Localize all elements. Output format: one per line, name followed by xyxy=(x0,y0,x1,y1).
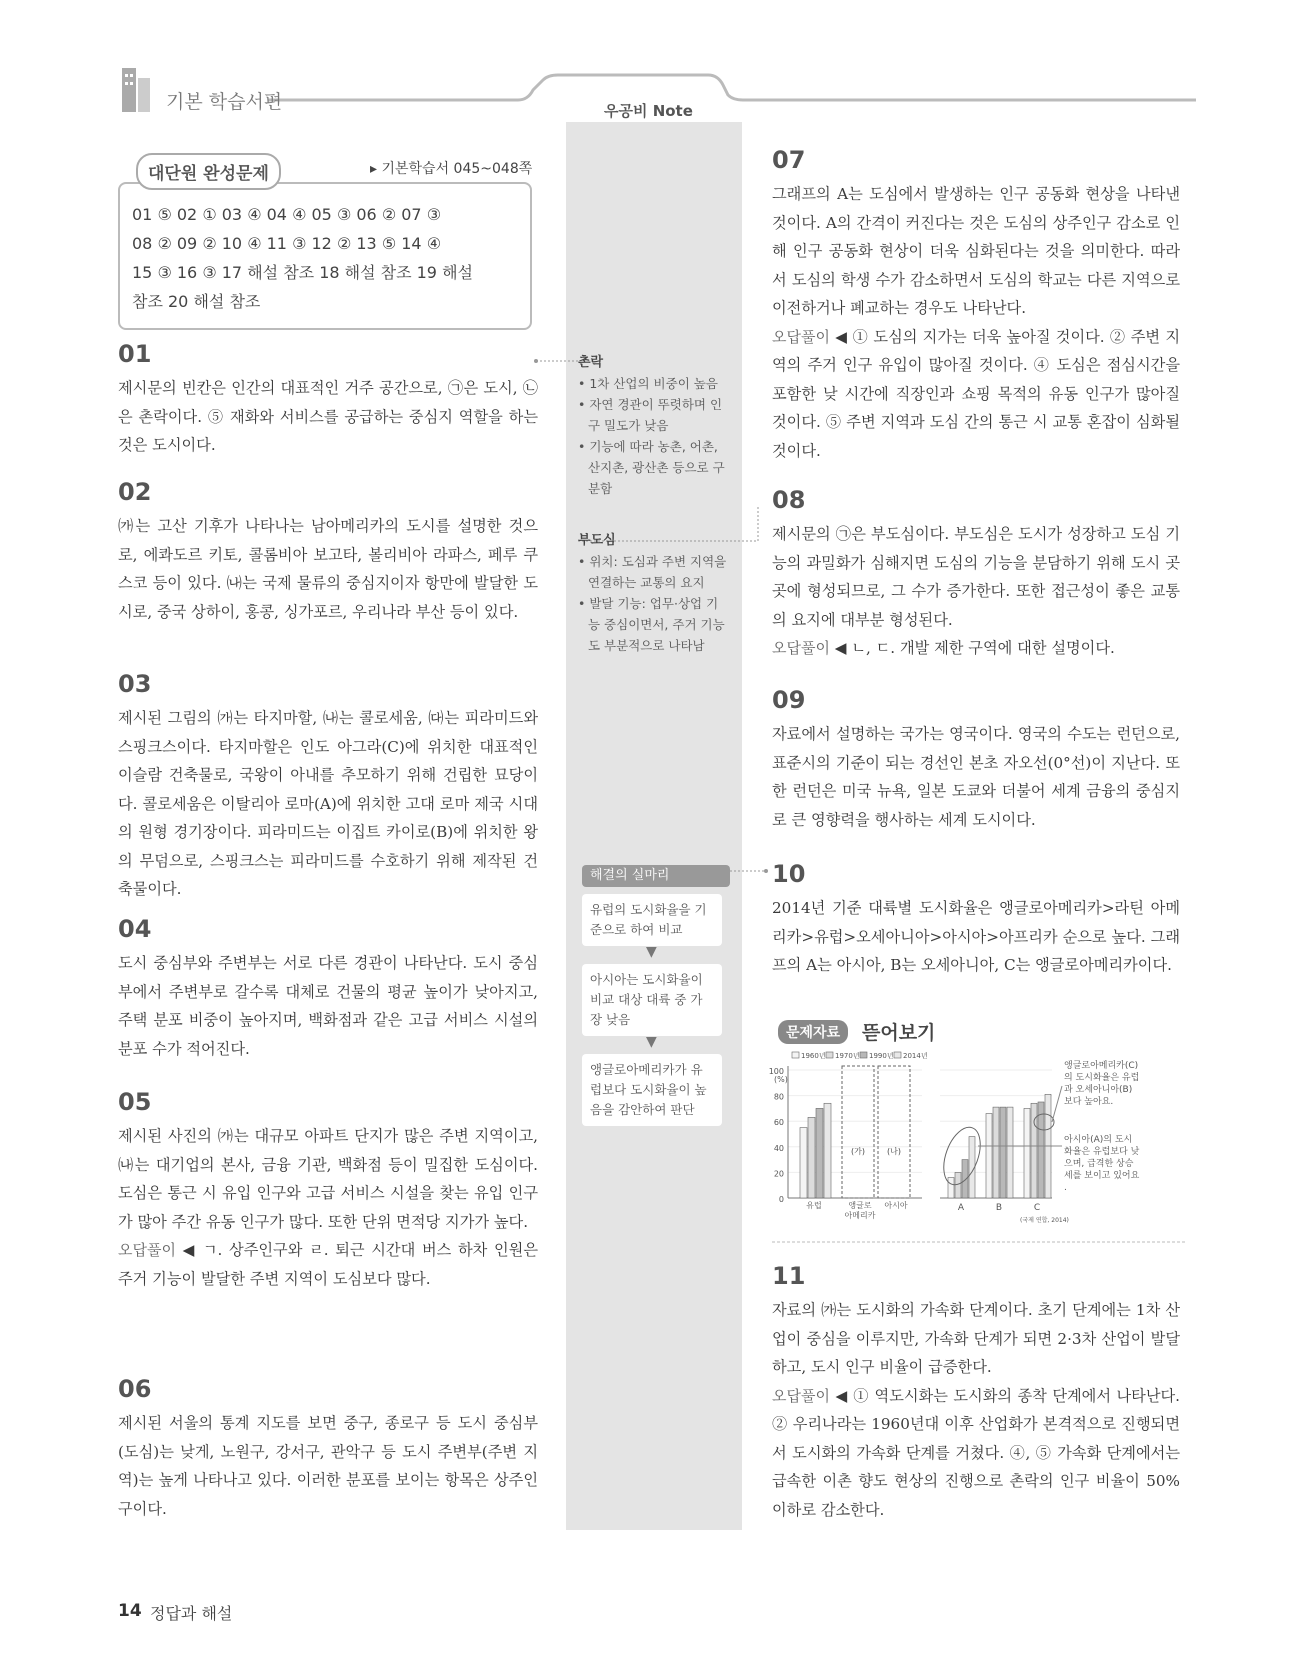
hint-step: 아시아는 도시화율이 비교 대상 대륙 중 가장 낮음 xyxy=(582,964,722,1036)
hint-step: 유럽의 도시화율을 기준으로 하여 비교 xyxy=(582,894,722,946)
question-text: 제시된 사진의 ㈎는 대규모 아파트 단지가 많은 주변 지역이고, ㈏는 대기업의 본사, 금융 기관, 백화점 등이 밀집한 도심이다. 도심은 통근 시 유입 인구와 고급 서비스 시설을 찾는 유입 인구가 많아 주간 유동 인구가 많다. 또한 단위 면적당 지가가 높다. xyxy=(118,1127,538,1231)
question-06 xyxy=(118,1375,538,1523)
wrong-answer-text: ㄱ. 상주인구와 ㄹ. 퇴근 시간대 버스 하차 인원은 주거 기능이 발달한 주변 지역이 도심보다 많다. xyxy=(118,1241,538,1288)
hidden-data-box xyxy=(878,1066,910,1198)
y-tick-label: 40 xyxy=(773,1143,784,1153)
question-number: 01 xyxy=(118,340,152,368)
question-number: 11 xyxy=(772,1262,806,1290)
question-07: 07 그래프의 A는 도심에서 발생하는 인구 공동화 현상을 나타낸 것이다. A의 간격이 커진다는 것은 도심의 상주인구 감소로 인해 인구 공동화 현상이 더욱 심화된다는 것을 의미한다. 따라서 도심의 학생 수가 감소하면서 도심의 학교는 다른 지역으로 이전하거나 폐교하는 경우도 나타난다. 오답풀이 ◀ ① 도심의 지가는 더욱 높아질 것이다. ② 주변 지역의 주거 인구 유입이 많아질 것이다. ④ 도심은 점심시간을 포함한 낮 시간에 직장인과 쇼핑 목적의 유동 인구가 많아질 것이다. ⑤ 주변 지역과 도심 간의 통근 시 교통 혼잡이 심화될 것이다. xyxy=(772,146,1180,460)
side-note-subcenter: 부도심 • 위치: 도심과 주변 지역을 연결하는 교통의 요지 • 발달 기능: 업무·상업 기능 중심이면서, 주거 기능도 부분적으로 나타남 xyxy=(578,530,728,656)
chart-annotation: 세를 보이고 있어요 xyxy=(1064,1171,1140,1181)
question-number: 04 xyxy=(118,915,152,943)
footer-label: 정답과 해설 xyxy=(150,1604,233,1623)
hidden-label: (나) xyxy=(887,1147,901,1156)
source-label: (국제 연합, 2014) xyxy=(1020,1217,1069,1224)
legend-swatch xyxy=(860,1052,867,1058)
bar xyxy=(1007,1107,1013,1198)
question-number: 03 xyxy=(118,670,152,698)
x-tick-label: 아메리카 xyxy=(844,1211,876,1220)
chart-section-title: 뜯어보기 xyxy=(862,1022,936,1044)
bar xyxy=(993,1107,999,1198)
question-text: 제시문의 ㉠은 부도심이다. 부도심은 도시가 성장하고 도심 기능의 과밀화가 심해지면 도심의 기능을 분담하기 위해 도시 곳곳에 형성되므로, 그 수가 증가한다. 또한 접근성이 좋은 교통의 요지에 대부분 형성된다. xyxy=(772,525,1180,629)
question-text: ㈎는 고산 기후가 나타나는 남아메리카의 도시를 설명한 것으로, 에콰도르 키토, 콜롬비아 보고타, 볼리비아 라파스, 페루 쿠스코 등이 있다. ㈏는 국제 물류의 중심지이자 항만에 발달한 도시로, 중국 상하이, 홍콩, 싱가포르, 우리나라 부산 등이 있다. xyxy=(118,517,538,621)
answer-row: 15 ③ 16 ③ 17 해설 참조 18 해설 참조 19 해설 xyxy=(132,263,473,282)
bar xyxy=(1038,1102,1044,1198)
legend-label: 1990년 xyxy=(869,1052,894,1060)
legend-label: 1970년 xyxy=(835,1052,860,1060)
reference-text: 기본학습서 045~048쪽 xyxy=(381,161,533,177)
chart-annotation: 보다 높아요. xyxy=(1064,1097,1114,1107)
legend-swatch xyxy=(894,1052,901,1058)
question-03 xyxy=(118,670,538,904)
y-tick-label: 20 xyxy=(773,1169,784,1179)
side-note-title: 촌락 xyxy=(578,355,604,370)
y-tick-label: 100 xyxy=(768,1067,784,1076)
side-note-item: 발달 기능: 업무·상업 기능 중심이면서, 주거 기능도 부분적으로 나타남 xyxy=(588,596,725,653)
wrong-answer-text: ① 역도시화는 도시화의 종착 단계에서 나타난다. ② 우리나라는 1960년대 이후 산업화가 본격적으로 진행되면서 도시화의 가속화 단계를 거쳤다. ④, ⑤ 가속화 단계에서는 급속한 이촌 향도 현상의 진행으로 촌락의 인구 비율이 50% 이하로 감소한다. xyxy=(772,1386,1180,1519)
answer-badge: 대단원 완성문제 xyxy=(136,153,281,190)
section-title: 기본 학습서편 xyxy=(166,91,283,113)
question-number: 02 xyxy=(118,478,152,506)
page-number: 14 xyxy=(118,1601,142,1621)
question-text: 제시된 그림의 ㈎는 타지마할, ㈏는 콜로세움, ㈐는 피라미드와 스핑크스이다. 타지마할은 인도 아그라(C)에 위치한 대표적인 이슬람 건축물로, 국왕이 아내를 추모하기 위해 건립한 묘당이다. 콜로세움은 이탈리아 로마(A)에 위치한 고대 로마 제국 시대의 원형 경기장이다. 피라미드는 이집트 카이로(B)에 위치한 왕의 무덤으로, 스핑크스는 피라미드를 수호하기 위해 제작된 건축물이다. xyxy=(118,709,538,898)
bar xyxy=(1000,1107,1006,1198)
question-number: 08 xyxy=(772,486,806,514)
answer-row: 01 ⑤ 02 ① 03 ④ 04 ④ 05 ③ 06 ② 07 ③ xyxy=(132,205,442,224)
chart-section-label: 문제자료 xyxy=(778,1020,848,1044)
bar xyxy=(816,1108,823,1198)
reference-link: ▸ 기본학습서 045~048쪽 xyxy=(370,161,533,177)
bar xyxy=(808,1117,815,1198)
question-text: 그래프의 A는 도심에서 발생하는 인구 공동화 현상을 나타낸 것이다. A의 간격이 커진다는 것은 도심의 상주인구 감소로 인해 인구 공동화 현상이 더욱 심화된다는 것을 의미한다. 따라서 도심의 학생 수가 감소하면서 도심의 학교는 다른 지역으로 이전하거나 폐교하는 경우도 나타난다. xyxy=(772,185,1180,317)
bar xyxy=(824,1103,831,1198)
answer-row: 참조 20 해설 참조 xyxy=(132,292,261,311)
hint-title: 해결의 실마리 xyxy=(582,865,730,887)
question-number: 09 xyxy=(772,686,806,714)
question-11: 11 자료의 ㈎는 도시화의 가속화 단계이다. 초기 단계에는 1차 산업이 중심을 이루지만, 가속화 단계가 되면 2·3차 산업이 발달하고, 도시 인구 비율이 급증한다. 오답풀이 ◀ ① 역도시화는 도시화의 종착 단계에서 나타난다. ② 우리나라는 1960년대 이후 산업화가 본격적으로 진행되면서 도시화의 가속화 단계를 거쳤다. ④, ⑤ 가속화 단계에서는 급속한 이촌 향도 현상의 진행으로 촌락의 인구 비율이 50% 이하로 감소한다. xyxy=(772,1262,1180,1519)
chart-annotation: 앵글로아메리카(C) xyxy=(1064,1061,1139,1071)
question-text: 도시 중심부와 주변부는 서로 다른 경관이 나타난다. 도시 중심부에서 주변부로 갈수록 대체로 건물의 평균 높이가 낮아지고, 주택 분포 비중이 높아지며, 백화점과 같은 고급 서비스 시설의 분포 수가 적어진다. xyxy=(118,954,538,1058)
question-number: 10 xyxy=(772,860,806,888)
bar xyxy=(986,1114,992,1198)
question-text: 2014년 기준 대륙별 도시화율은 앵글로아메리카>라틴 아메리카>유럽>오세아니아>아시아>아프리카 순으로 높다. 그래프의 A는 아시아, B는 오세아니아, C는 앵글로아메리카이다. xyxy=(772,899,1180,974)
y-tick-label: 0 xyxy=(778,1195,784,1204)
question-04 xyxy=(118,915,538,1063)
question-09 xyxy=(772,686,1180,834)
bar xyxy=(948,1178,954,1198)
down-arrow-icon: ▼ xyxy=(646,1034,657,1050)
legend-label: 2014년 xyxy=(903,1052,928,1060)
y-tick-label: 80 xyxy=(773,1092,784,1102)
chart-annotation: 아시아(A)의 도시 xyxy=(1064,1135,1133,1145)
side-note-item: 1차 산업의 비중이 높음 xyxy=(589,376,718,391)
urbanization-chart xyxy=(768,1046,1186,1246)
side-note-item: 기능에 따라 농촌, 어촌, 산지촌, 광산촌 등으로 구분함 xyxy=(588,439,725,496)
note-tab-label: 우공비 Note xyxy=(604,102,693,120)
x-tick-label: C xyxy=(1033,1203,1041,1213)
wrong-answer-text: ① 도심의 지가는 더욱 높아질 것이다. ② 주변 지역의 주거 인구 유입이 많아질 것이다. ④ 도심은 점심시간을 포함한 낮 시간에 직장인과 쇼핑 목적의 유동 인구가 많아질 것이다. ⑤ 주변 지역과 도심 간의 통근 시 교통 혼잡이 심화될 것이다. xyxy=(772,327,1180,460)
legend-label: 1960년 xyxy=(801,1052,826,1060)
y-tick-label: 60 xyxy=(773,1118,784,1128)
wrong-answer-label: 오답풀이 xyxy=(118,1241,176,1259)
hidden-label: (가) xyxy=(851,1147,865,1156)
answer-key-box xyxy=(118,182,532,330)
question-text: 제시문의 빈칸은 인간의 대표적인 거주 공간으로, ㉠은 도시, ㉡은 촌락이다. ⑤ 재화와 서비스를 공급하는 중심지 역할을 하는 것은 도시이다. xyxy=(118,379,538,454)
x-tick-label: A xyxy=(957,1203,965,1213)
wrong-answer-text: ㄴ, ㄷ. 개발 제한 구역에 대한 설명이다. xyxy=(851,639,1115,657)
wrong-answer-label: 오답풀이 xyxy=(772,1386,830,1405)
wrong-answer-label: 오답풀이 xyxy=(772,639,830,657)
question-text: 자료의 ㈎는 도시화의 가속화 단계이다. 초기 단계에는 1차 산업이 중심을 이루지만, 가속화 단계가 되면 2·3차 산업이 발달하고, 도시 인구 비율이 급증한다. xyxy=(772,1301,1180,1376)
x-tick-label: 아시아 xyxy=(884,1201,908,1210)
chart-annotation: 의 도시화율은 유럽 xyxy=(1064,1073,1140,1083)
bar xyxy=(1024,1108,1030,1198)
legend-swatch xyxy=(826,1052,833,1058)
y-unit-label: (%) xyxy=(774,1075,788,1084)
question-01 xyxy=(118,340,538,460)
chart-annotation: 과 오세아니아(B) xyxy=(1064,1085,1133,1095)
side-note-village: 촌락 • 1차 산업의 비중이 높음 • 자연 경관이 뚜렷하며 인구 밀도가 낮음 • 기능에 따라 농촌, 어촌, 산지촌, 광산촌 등으로 구분함 xyxy=(578,352,728,499)
wrong-answer-label: 오답풀이 xyxy=(772,327,830,346)
answer-row: 08 ② 09 ② 10 ④ 11 ③ 12 ② 13 ⑤ 14 ④ xyxy=(132,234,442,253)
question-number: 06 xyxy=(118,1375,152,1403)
chart-annotation: 화율은 유럽보다 낮 xyxy=(1064,1147,1140,1157)
hidden-data-box xyxy=(842,1066,874,1198)
chart-annotation: . xyxy=(1064,1183,1067,1193)
question-text: 자료에서 설명하는 국가는 영국이다. 영국의 수도는 런던으로, 표준시의 기준이 되는 경선인 본초 자오선(0°선)이 지난다. 또한 런던은 미국 뉴욕, 일본 도쿄와 더불어 세계 금융의 중심지로 큰 영향력을 행사하는 세계 도시이다. xyxy=(772,725,1180,829)
bar xyxy=(800,1128,807,1198)
side-note-item: 자연 경관이 뚜렷하며 인구 밀도가 낮음 xyxy=(588,397,723,433)
question-number: 05 xyxy=(118,1088,152,1116)
side-note-title: 부도심 xyxy=(578,533,616,548)
side-note-item: 위치: 도심과 주변 지역을 연결하는 교통의 요지 xyxy=(588,554,727,590)
x-tick-label: B xyxy=(995,1203,1003,1213)
question-10 xyxy=(772,860,1180,980)
hint-step: 앵글로아메리카가 유럽보다 도시화율이 높음을 감안하여 판단 xyxy=(582,1054,722,1126)
x-tick-label: 유럽 xyxy=(806,1201,822,1210)
chart-annotation: 으며, 급격한 상승 xyxy=(1064,1159,1134,1169)
question-number: 07 xyxy=(772,146,806,174)
annotation-line xyxy=(1052,1086,1062,1122)
question-05: 05 제시된 사진의 ㈎는 대규모 아파트 단지가 많은 주변 지역이고, ㈏는 대기업의 본사, 금융 기관, 백화점 등이 밀집한 도심이다. 도심은 통근 시 유입 인구와 고급 서비스 시설을 찾는 유입 인구가 많아 주간 유동 인구가 많다. 또한 단위 면적당 지가가 높다. 오답풀이 ◀ ㄱ. 상주인구와 ㄹ. 퇴근 시간대 버스 하차 인원은 주거 기능이 발달한 주변 지역이 도심보다 많다. xyxy=(118,1088,538,1288)
down-arrow-icon: ▼ xyxy=(646,944,657,960)
building-logo-icon xyxy=(118,60,156,112)
question-08: 08 제시문의 ㉠은 부도심이다. 부도심은 도시가 성장하고 도심 기능의 과밀화가 심해지면 도심의 기능을 분담하기 위해 도시 곳곳에 형성되므로, 그 수가 증가한다. 또한 접근성이 좋은 교통의 요지에 대부분 형성된다. 오답풀이 ◀ ㄴ, ㄷ. 개발 제한 구역에 대한 설명이다. xyxy=(772,486,1180,657)
legend-swatch xyxy=(792,1052,799,1058)
question-text: 제시된 서울의 통계 지도를 보면 중구, 종로구 등 도시 중심부(도심)는 낮게, 노원구, 강서구, 관악구 등 도시 주변부(주변 지역)는 높게 나타나고 있다. 이러한 분포를 보이는 항목은 상주인구이다. xyxy=(118,1414,538,1518)
question-02 xyxy=(118,478,538,626)
x-tick-label: 앵글로 xyxy=(848,1201,872,1210)
